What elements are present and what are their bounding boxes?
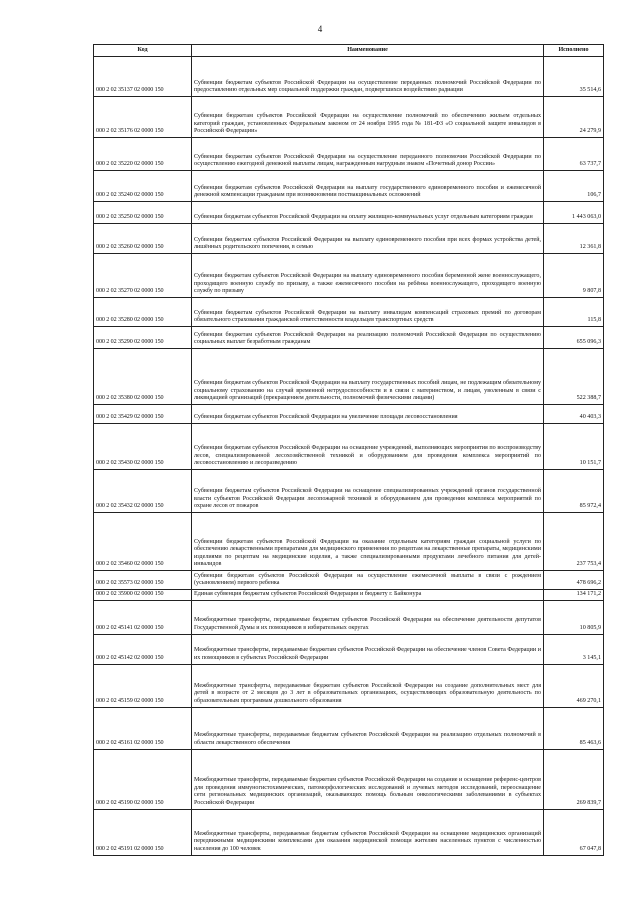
table-row — [94, 171, 604, 202]
row-code: 000 2 02 35176 02 0000 150 — [94, 97, 192, 138]
table-row — [94, 349, 604, 405]
row-name: Межбюджетные трансферты, передаваемые бюджетам субъектов Российской Федерации на оснащение медицинских организаций передвижными медицинскими комплексами для оказания медицинской помощи жителям населенных пунктов с численностью населения до 100 человек — [192, 809, 544, 855]
row-code: 000 2 02 35429 02 0000 150 — [94, 405, 192, 424]
row-value: 9 807,8 — [544, 254, 604, 298]
row-value: 63 737,7 — [544, 138, 604, 171]
header-name: Наименование — [192, 45, 544, 57]
row-name: Межбюджетные трансферты, передаваемые бюджетам субъектов Российской Федерации на реализацию отдельных полномочий в области лекарственного обеспечения — [192, 707, 544, 749]
table-row — [94, 424, 604, 470]
table-header-row — [94, 45, 604, 57]
header-code: Код — [94, 45, 192, 57]
row-name: Субвенции бюджетам субъектов Российской Федерации на осуществление ежемесячной выплаты в связи с рождением (усыновлением) первого ребенка — [192, 571, 544, 590]
row-code: 000 2 02 35430 02 0000 150 — [94, 424, 192, 470]
table-row — [94, 327, 604, 349]
row-name: Субвенции бюджетам субъектов Российской Федерации на осуществление переданных полномочий Российской Федерации по предоставлению отдельных мер социальной поддержки граждан, подвергшихся воздействию радиации — [192, 57, 544, 97]
row-name: Субвенции бюджетам субъектов Российской Федерации на выплату государственных пособий лицам, не подлежащим обязательному социальному страхованию на случай временной нетрудоспособности и в связи с материнством, и лицам, уволенным в связи с ликвидацией организаций (прекращением деятельности, полномочий физическими лицами) — [192, 349, 544, 405]
table-row — [94, 224, 604, 254]
page-number: 4 — [317, 24, 323, 34]
row-name: Субвенции бюджетам субъектов Российской Федерации на оснащение учреждений, выполняющих мероприятия по воспроизводству лесов, специализированной лесохозяйственной техникой и оборудованием для проведения комплекса мероприятий по лесовосстановлению и лесоразведению — [192, 424, 544, 470]
row-name: Субвенции бюджетам субъектов Российской Федерации на выплату единовременного пособия беременной жене военнослужащего, проходящего военную службу по призыву, а также ежемесячного пособия на ребёнка военнослужащего, проходящего военную службу по призыву — [192, 254, 544, 298]
row-value: 85 972,4 — [544, 470, 604, 513]
row-value: 134 171,2 — [544, 590, 604, 601]
table-row — [94, 571, 604, 590]
row-value: 115,8 — [544, 298, 604, 327]
header-value: Исполнено — [544, 45, 604, 57]
row-code: 000 2 02 35240 02 0000 150 — [94, 171, 192, 202]
row-value: 269 839,7 — [544, 749, 604, 809]
row-value: 469 270,1 — [544, 664, 604, 707]
row-value: 40 403,3 — [544, 405, 604, 424]
row-name: Субвенции бюджетам субъектов Российской Федерации на оснащение специализированных учреждений органов государственной власти субъектов Российской Федерации лесопожарной техникой и оборудованием для проведения комплекса мероприятий по охране лесов от пожаров — [192, 470, 544, 513]
row-code: 000 2 02 35290 02 0000 150 — [94, 327, 192, 349]
table-row — [94, 664, 604, 707]
row-name: Субвенции бюджетам субъектов Российской Федерации на реализацию полномочий Российской Федерации по осуществлению социальных выплат безработным гражданам — [192, 327, 544, 349]
table-row — [94, 202, 604, 224]
row-code: 000 2 02 35250 02 0000 150 — [94, 202, 192, 224]
row-value: 10 151,7 — [544, 424, 604, 470]
row-code: 000 2 02 45161 02 0000 150 — [94, 707, 192, 749]
row-name: Субвенции бюджетам субъектов Российской Федерации на выплату единовременного пособия при всех формах устройства детей, лишённых родительского попечения, в семью — [192, 224, 544, 254]
row-code: 000 2 02 45142 02 0000 150 — [94, 634, 192, 664]
row-name: Межбюджетные трансферты, передаваемые бюджетам субъектов Российской Федерации на обеспечение деятельности депутатов Государственной Думы и их помощников в избирательных округах — [192, 600, 544, 634]
row-code: 000 2 02 35380 02 0000 150 — [94, 349, 192, 405]
row-name: Субвенции бюджетам субъектов Российской Федерации на оказание отдельным категориям граждан социальной услуги по обеспечению лекарственными препаратами для медицинского применения по рецептам на лекарственные препараты, медицинскими изделиями по рецептам на медицинские изделия, а также специализированными продуктами лечебного питания для детей-инвалидов — [192, 513, 544, 571]
row-name: Межбюджетные трансферты, передаваемые бюджетам субъектов Российской Федерации на создание дополнительных мест для детей в возрасте от 2 месяцев до 3 лет в образовательных организациях, осуществляющих образовательную деятельность по образовательным программам дошкольного образования — [192, 664, 544, 707]
row-code: 000 2 02 45190 02 0000 150 — [94, 749, 192, 809]
table-row — [94, 254, 604, 298]
report-table — [93, 44, 604, 856]
row-code: 000 2 02 45159 02 0000 150 — [94, 664, 192, 707]
row-value: 35 514,6 — [544, 57, 604, 97]
table-row — [94, 809, 604, 855]
table-row — [94, 57, 604, 97]
row-value: 106,7 — [544, 171, 604, 202]
row-code: 000 2 02 45141 02 0000 150 — [94, 600, 192, 634]
row-name: Субвенции бюджетам субъектов Российской Федерации на выплату инвалидам компенсаций страховых премий по договорам обязательного страхования гражданской ответственности владельцев транспортных средств — [192, 298, 544, 327]
row-value: 10 805,9 — [544, 600, 604, 634]
row-code: 000 2 02 35260 02 0000 150 — [94, 224, 192, 254]
table-row — [94, 298, 604, 327]
row-value: 522 388,7 — [544, 349, 604, 405]
row-value: 237 753,4 — [544, 513, 604, 571]
row-name: Межбюджетные трансферты, передаваемые бюджетам субъектов Российской Федерации на создание и оснащение референс-центров для проведения иммуногистохимических, патоморфологических исследований и лучевых методов исследований, переоснащение сети региональных медицинских организаций, оказывающих помощь больным онкологическими заболеваниями в субъектах Российской Федерации — [192, 749, 544, 809]
row-value: 655 096,3 — [544, 327, 604, 349]
row-value: 67 047,8 — [544, 809, 604, 855]
row-code: 000 2 02 35220 02 0000 150 — [94, 138, 192, 171]
row-value: 85 463,6 — [544, 707, 604, 749]
row-value: 3 145,1 — [544, 634, 604, 664]
table-row — [94, 513, 604, 571]
row-code: 000 2 02 35432 02 0000 150 — [94, 470, 192, 513]
row-name: Межбюджетные трансферты, передаваемые бюджетам субъектов Российской Федерации на обеспечение членов Совета Федерации и их помощников в субъектах Российской Федерации — [192, 634, 544, 664]
row-code: 000 2 02 35137 02 0000 150 — [94, 57, 192, 97]
table-row — [94, 405, 604, 424]
row-code: 000 2 02 35280 02 0000 150 — [94, 298, 192, 327]
row-name: Субвенции бюджетам субъектов Российской Федерации на осуществление переданного полномочия Российской Федерации по осуществлению ежегодной денежной выплаты лицам, награжденным нагрудным знаком «Почетный донор России» — [192, 138, 544, 171]
row-value: 1 443 063,0 — [544, 202, 604, 224]
table-row — [94, 138, 604, 171]
row-code: 000 2 02 35573 02 0000 150 — [94, 571, 192, 590]
row-value: 24 279,9 — [544, 97, 604, 138]
table-row — [94, 707, 604, 749]
table-row — [94, 590, 604, 601]
table-row — [94, 97, 604, 138]
row-code: 000 2 02 35270 02 0000 150 — [94, 254, 192, 298]
row-name: Субвенции бюджетам субъектов Российской Федерации на осуществление полномочий по обеспечению жильем отдельных категорий граждан, установленных Федеральным законом от 24 ноября 1995 года № 181-ФЗ «О социальной защите инвалидов в Российской Федерации» — [192, 97, 544, 138]
row-code: 000 2 02 35900 02 0000 150 — [94, 590, 192, 601]
row-value: 12 361,8 — [544, 224, 604, 254]
table-row — [94, 749, 604, 809]
row-code: 000 2 02 45191 02 0000 150 — [94, 809, 192, 855]
row-name: Субвенции бюджетам субъектов Российской Федерации на увеличение площади лесовосстановления — [192, 405, 544, 424]
row-name: Субвенции бюджетам субъектов Российской Федерации на оплату жилищно-коммунальных услуг отдельным категориям граждан — [192, 202, 544, 224]
row-name: Субвенции бюджетам субъектов Российской Федерации на выплату государственного единовременного пособия и ежемесячной денежной компенсации гражданам при возникновении поствакцинальных осложнений — [192, 171, 544, 202]
table-row — [94, 634, 604, 664]
row-code: 000 2 02 35460 02 0000 150 — [94, 513, 192, 571]
table-row — [94, 470, 604, 513]
row-name: Единая субвенция бюджетам субъектов Российской Федерации и бюджету г. Байконура — [192, 590, 544, 601]
table-row — [94, 600, 604, 634]
row-value: 478 696,2 — [544, 571, 604, 590]
